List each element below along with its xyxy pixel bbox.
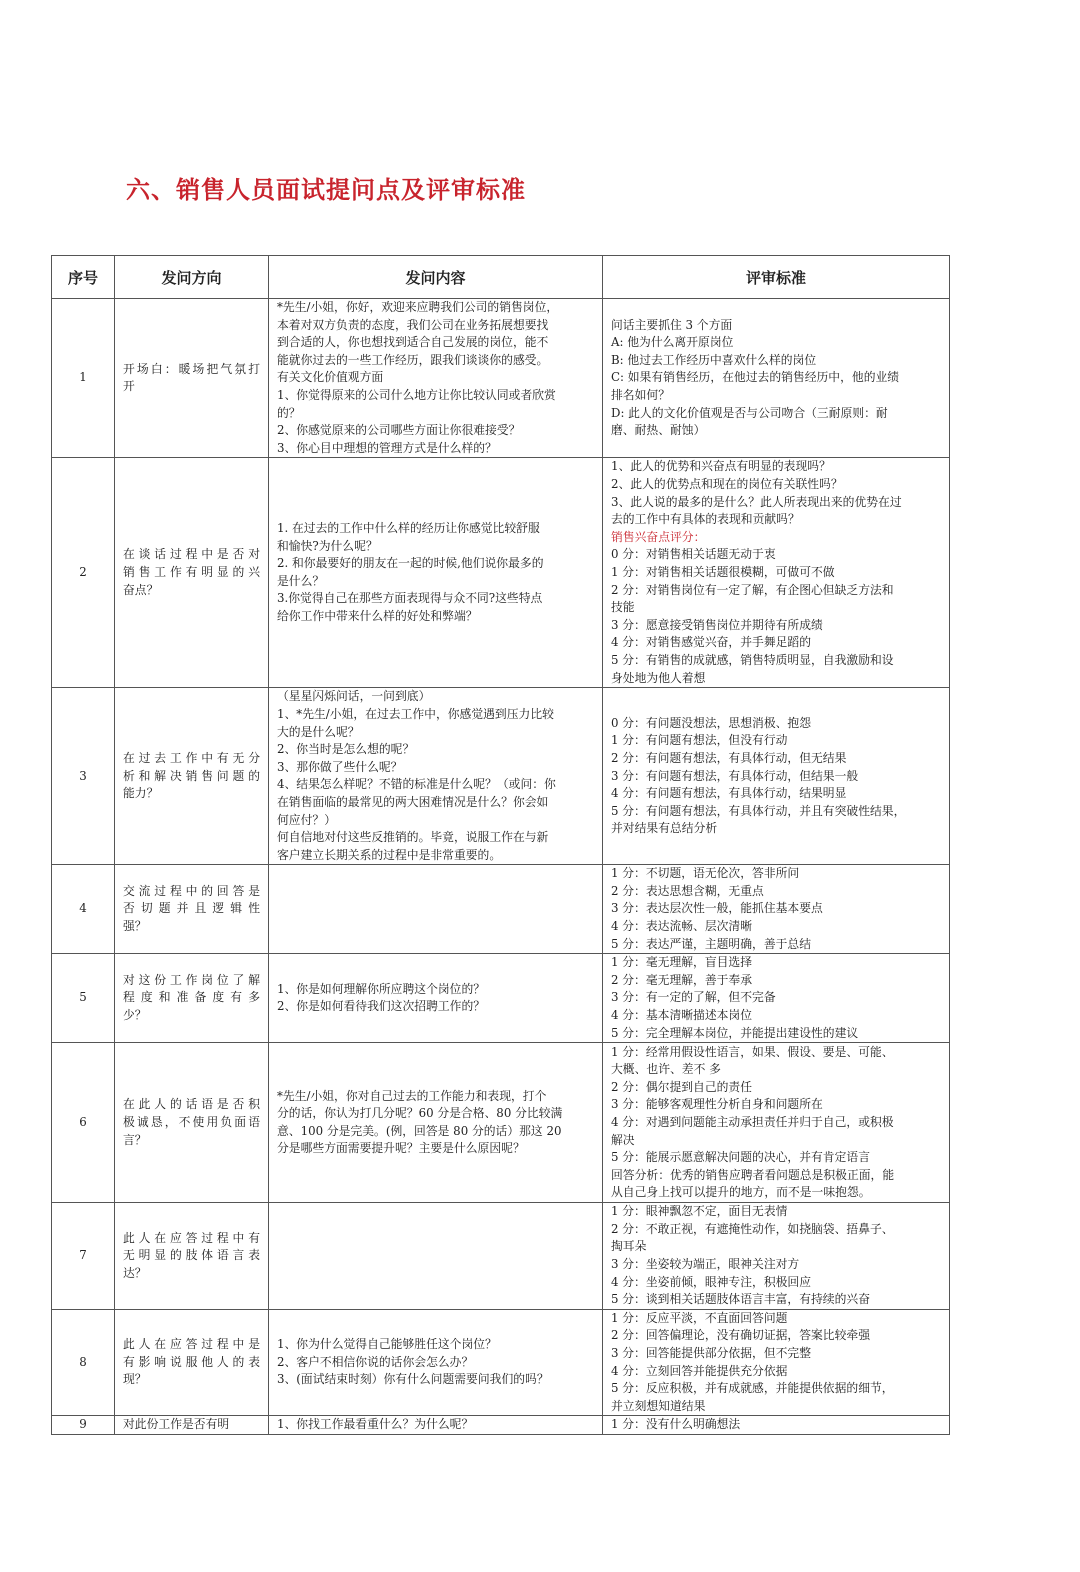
direction-line: 销售工作有明显的兴 — [123, 565, 260, 580]
direction-line: 开场白：暖场把气氛打 — [123, 361, 260, 376]
criteria-line: 磨、耐热、耐蚀） — [611, 423, 706, 438]
criteria-line: 掏耳朵 — [611, 1239, 647, 1254]
criteria-line: 1 分：没有什么明确想法 — [611, 1417, 741, 1432]
criteria-line: 3 分：坐姿较为端正，眼神关注对方 — [611, 1257, 800, 1272]
question-line: 1、你觉得原来的公司什么地方让你比较认同或者欣赏 — [277, 387, 556, 402]
criteria-line: 销售兴奋点评分： — [611, 529, 706, 544]
criteria-line: 1、此人的优势和兴奋点有明显的表现吗？ — [611, 459, 831, 474]
question-line: 本着对双方负责的态度，我们公司在业务拓展想要找 — [277, 317, 549, 332]
criteria-line: 1 分：不切题，语无伦次，答非所问 — [611, 866, 800, 881]
direction-line: 程度和准备度有多 — [123, 990, 260, 1005]
row-number: 2 — [52, 458, 115, 688]
review-criteria — [603, 954, 950, 1043]
criteria-line: 大概、也许、差不 多 — [611, 1062, 721, 1077]
question-line: *先生/小姐，你对自己过去的工作能力和表现，打个 — [277, 1088, 547, 1103]
question-content — [269, 1416, 603, 1435]
question-line: 3、(面试结束时刻）你有什么问题需要问我们的吗？ — [277, 1372, 549, 1387]
criteria-line: 并对结果有总结分析 — [611, 821, 718, 836]
review-criteria — [603, 299, 950, 458]
question-direction — [115, 299, 269, 458]
table-row — [52, 865, 950, 954]
question-line: 1、你是如何理解你所应聘这个岗位的？ — [277, 981, 486, 996]
direction-line: 强？ — [123, 919, 147, 934]
row-number: 4 — [52, 865, 115, 954]
question-content — [269, 688, 603, 865]
direction-line: 现？ — [123, 1372, 147, 1387]
row-number: 1 — [52, 299, 115, 458]
question-line: 何自信地对付这些反推销的。毕竟，说服工作在与新 — [277, 830, 549, 845]
question-line: 给你工作中带来什么样的好处和弊端？ — [277, 609, 478, 624]
header-criteria: 评审标准 — [603, 256, 950, 299]
question-direction — [115, 1043, 269, 1203]
row-number: 8 — [52, 1309, 115, 1416]
question-direction — [115, 688, 269, 865]
question-line: 4、结果怎么样呢？不错的标准是什么呢？（或问：你 — [277, 777, 556, 792]
criteria-line: 3 分：表达层次性一般，能抓住基本要点 — [611, 901, 823, 916]
question-line: *先生/小姐，你好，欢迎来应聘我们公司的销售岗位， — [277, 300, 559, 314]
question-content — [269, 458, 603, 688]
criteria-line: 2 分：表达思想含糊，无重点 — [611, 883, 764, 898]
direction-line: 对此份工作是否有明 — [123, 1417, 230, 1432]
direction-line: 奋点？ — [123, 582, 159, 597]
criteria-line: 5 分：能展示愿意解决问题的决心，并有肯定语言 — [611, 1150, 870, 1165]
question-content — [269, 865, 603, 954]
question-line: 2、客户不相信你说的话你会怎么办？ — [277, 1354, 474, 1369]
criteria-line: 排名如何？ — [611, 387, 670, 402]
question-direction — [115, 954, 269, 1043]
question-line: 有关文化价值观方面 — [277, 370, 384, 385]
question-line: 能就你过去的一些工作经历，跟我们谈谈你的感受。 — [277, 352, 549, 367]
criteria-line: 1 分：眼神飘忽不定，面目无表情 — [611, 1204, 788, 1219]
criteria-line: 2 分：不敢正视，有遮掩性动作，如挠脑袋、捂鼻子、 — [611, 1221, 894, 1236]
page-title: 六、销售人员面试提问点及评审标准 — [126, 175, 526, 204]
criteria-line: D: 此人的文化价值观是否与公司吻合（三耐原则：耐 — [611, 405, 888, 420]
criteria-line: B: 他过去工作经历中喜欢什么样的岗位 — [611, 352, 817, 367]
review-criteria — [603, 865, 950, 954]
question-line: 3、那你做了些什么呢？ — [277, 759, 403, 774]
criteria-line: 身处地为他人着想 — [611, 670, 706, 685]
criteria-line: 0 分：对销售相关话题无动于衷 — [611, 547, 776, 562]
criteria-line: 从自己身上找可以提升的地方，而不是一味抱怨。 — [611, 1185, 871, 1200]
direction-line: 达？ — [123, 1265, 147, 1280]
table-row — [52, 1043, 950, 1203]
question-line: 到合适的人，你也想找到适合自己发展的岗位，能不 — [277, 335, 549, 350]
criteria-table — [51, 255, 950, 1435]
criteria-line: 5 分：有销售的成就感，销售特质明显，自我激励和设 — [611, 653, 894, 668]
question-content — [269, 1309, 603, 1416]
question-line: 2. 和你最要好的朋友在一起的时候,他们说你最多的 — [277, 556, 544, 571]
question-line: （星星闪烁问话，一问到底） — [277, 689, 431, 704]
question-content — [269, 299, 603, 458]
criteria-line: C: 如果有销售经历，在他过去的销售经历中，他的业绩 — [611, 370, 900, 385]
criteria-line: 3 分：回答能提供部分依据，但不完整 — [611, 1346, 812, 1360]
criteria-line: 1 分：经常用假设性语言，如果、假设、要是、可能、 — [611, 1044, 894, 1059]
table-row — [52, 1416, 950, 1435]
question-line: 1、*先生/小姐，在过去工作中，你感觉遇到压力比较 — [277, 706, 554, 721]
review-criteria — [603, 1309, 950, 1416]
direction-line: 在此人的话语是否积 — [123, 1097, 260, 1112]
table-row — [52, 1203, 950, 1310]
table-row — [52, 954, 950, 1043]
criteria-line: 3、此人说的最多的是什么？此人所表现出来的优势在过 — [611, 494, 902, 509]
question-line: 何应付？） — [277, 812, 336, 827]
criteria-line: 5 分：反应积极，并有成就感，并能提供依据的细节， — [611, 1381, 894, 1396]
criteria-line: 4 分：立刻回答并能提供充分依据 — [611, 1363, 788, 1378]
direction-line: 否切题并且逻辑性 — [123, 901, 260, 916]
criteria-line: 4 分：对遇到问题能主动承担责任并归于自己，或积极 — [611, 1114, 894, 1129]
direction-line: 交流过程中的回答是 — [123, 883, 260, 898]
direction-line: 在谈话过程中是否对 — [123, 547, 260, 562]
question-line: 在销售面临的最常见的两大困难情况是什么？你会如 — [277, 794, 549, 809]
criteria-line: 4 分：表达流畅、层次清晰 — [611, 919, 753, 934]
question-direction — [115, 1203, 269, 1310]
criteria-line: A: 他为什么离开原岗位 — [611, 335, 734, 350]
direction-line: 析和解决销售问题的 — [123, 768, 260, 783]
question-line: 的？ — [277, 405, 301, 420]
criteria-line: 4 分：有问题有想法，有具体行动，结果明显 — [611, 786, 847, 801]
review-criteria — [603, 1416, 950, 1435]
question-content — [269, 1043, 603, 1203]
question-direction — [115, 1309, 269, 1416]
question-line: 3.你觉得自己在那些方面表现得与众不同?这些特点 — [277, 591, 543, 606]
question-line: 1. 在过去的工作中什么样的经历让你感觉比较舒服 — [277, 521, 540, 536]
criteria-line: 1 分：毫无理解，盲目选择 — [611, 955, 753, 970]
question-line: 2、你当时是怎么想的呢？ — [277, 742, 415, 757]
question-direction — [115, 458, 269, 688]
review-criteria — [603, 458, 950, 688]
question-line: 2、你感觉原来的公司哪些方面让你很难接受？ — [277, 423, 521, 438]
criteria-line: 3 分：愿意接受销售岗位并期待有所成绩 — [611, 617, 823, 632]
question-line: 1、你为什么觉得自己能够胜任这个岗位？ — [277, 1337, 497, 1352]
criteria-line: 2 分：偶尔提到自己的责任 — [611, 1079, 753, 1094]
header-question: 发问内容 — [269, 256, 603, 299]
criteria-line: 3 分：有问题有想法，有具体行动，但结果一般 — [611, 768, 859, 783]
question-line: 是什么？ — [277, 573, 325, 588]
table-row — [52, 458, 950, 688]
criteria-line: 3 分：有一定的了解，但不完备 — [611, 990, 776, 1005]
table-row — [52, 688, 950, 865]
criteria-line: 回答分析：优秀的销售应聘者看问题总是积极正面，能 — [611, 1167, 895, 1182]
criteria-line: 2 分：有问题有想法，有具体行动，但无结果 — [611, 750, 847, 765]
question-direction — [115, 865, 269, 954]
direction-line: 有影响说服他人的表 — [123, 1354, 260, 1369]
direction-line: 言？ — [123, 1132, 147, 1147]
question-line: 大的是什么呢？ — [277, 724, 360, 739]
question-line: 3、你心目中理想的管理方式是什么样的？ — [277, 440, 497, 455]
direction-line: 此人在应答过程中是 — [123, 1337, 260, 1352]
criteria-line: 技能 — [611, 600, 635, 615]
criteria-line: 4 分：对销售感觉兴奋，并手舞足蹈的 — [611, 635, 812, 650]
question-line: 客户建立长期关系的过程中是非常重要的。 — [277, 847, 502, 862]
question-content — [269, 1203, 603, 1310]
criteria-line: 5 分：表达严谨，主题明确，善于总结 — [611, 936, 812, 951]
question-line: 和愉快?为什么呢？ — [277, 538, 378, 553]
criteria-line: 3 分：能够客观理性分析自身和问题所在 — [611, 1097, 823, 1112]
header-direction: 发问方向 — [115, 256, 269, 299]
criteria-line: 1 分：有问题有想法，但没有行动 — [611, 733, 788, 748]
direction-line: 极诚恳，不使用负面语 — [123, 1114, 260, 1129]
direction-line: 少？ — [123, 1008, 147, 1023]
criteria-line: 5 分：谈到相关话题肢体语言丰富，有持续的兴奋 — [611, 1292, 870, 1307]
criteria-line: 0 分：有问题没想法，思想消极、抱怨 — [611, 715, 812, 730]
direction-line: 对这份工作岗位了解 — [123, 972, 260, 987]
criteria-line: 2 分：回答偏理论，没有确切证据，答案比较牵强 — [611, 1328, 870, 1343]
table-row — [52, 299, 950, 458]
row-number: 9 — [52, 1416, 115, 1435]
row-number: 6 — [52, 1043, 115, 1203]
direction-line: 此人在应答过程中有 — [123, 1230, 260, 1245]
criteria-line: 解决 — [611, 1132, 635, 1147]
question-line: 意、100 分是完美。(例，回答是 80 分的话）那这 20 — [277, 1123, 562, 1138]
direction-line: 无明显的肢体语言表 — [123, 1248, 260, 1263]
criteria-line: 5 分：有问题有想法，有具体行动，并且有突破性结果， — [611, 803, 906, 818]
header-no: 序号 — [52, 256, 115, 299]
header-row — [52, 256, 950, 299]
question-line: 1、你找工作最看重什么？为什么呢？ — [277, 1417, 474, 1432]
criteria-line: 问话主要抓住 3 个方面 — [611, 317, 733, 332]
row-number: 5 — [52, 954, 115, 1043]
criteria-line: 4 分：坐姿前倾，眼神专注，积极回应 — [611, 1274, 812, 1289]
review-criteria — [603, 688, 950, 865]
direction-line: 开 — [123, 379, 135, 394]
table-row — [52, 1309, 950, 1416]
criteria-line: 5 分：完全理解本岗位，并能提出建设性的建议 — [611, 1025, 859, 1040]
question-line: 分是哪些方面需要提升呢？主要是什么原因呢？ — [277, 1141, 525, 1156]
criteria-line: 2 分：对销售岗位有一定了解，有企图心但缺乏方法和 — [611, 582, 894, 597]
criteria-line: 1 分：对销售相关话题很模糊，可做可不做 — [611, 565, 835, 580]
question-content — [269, 954, 603, 1043]
row-number: 3 — [52, 688, 115, 865]
criteria-line: 1 分：反应平淡，不直面回答问题 — [611, 1310, 788, 1325]
question-direction — [115, 1416, 269, 1435]
direction-line: 在过去工作中有无分 — [123, 750, 260, 765]
review-criteria — [603, 1043, 950, 1203]
criteria-line: 2、此人的优势点和现在的岗位有关联性吗？ — [611, 477, 843, 492]
review-criteria — [603, 1203, 950, 1310]
question-line: 2、你是如何看待我们这次招聘工作的？ — [277, 999, 486, 1014]
criteria-line: 并立刻想知道结果 — [611, 1398, 706, 1413]
criteria-line: 2 分：毫无理解，善于奉承 — [611, 972, 753, 987]
criteria-line: 4 分：基本清晰描述本岗位 — [611, 1008, 753, 1023]
question-line: 分的话，你认为打几分呢？60 分是合格、80 分比较满 — [277, 1106, 563, 1121]
criteria-line: 去的工作中有具体的表现和贡献吗？ — [611, 512, 800, 527]
row-number: 7 — [52, 1203, 115, 1310]
direction-line: 能力？ — [123, 786, 159, 801]
